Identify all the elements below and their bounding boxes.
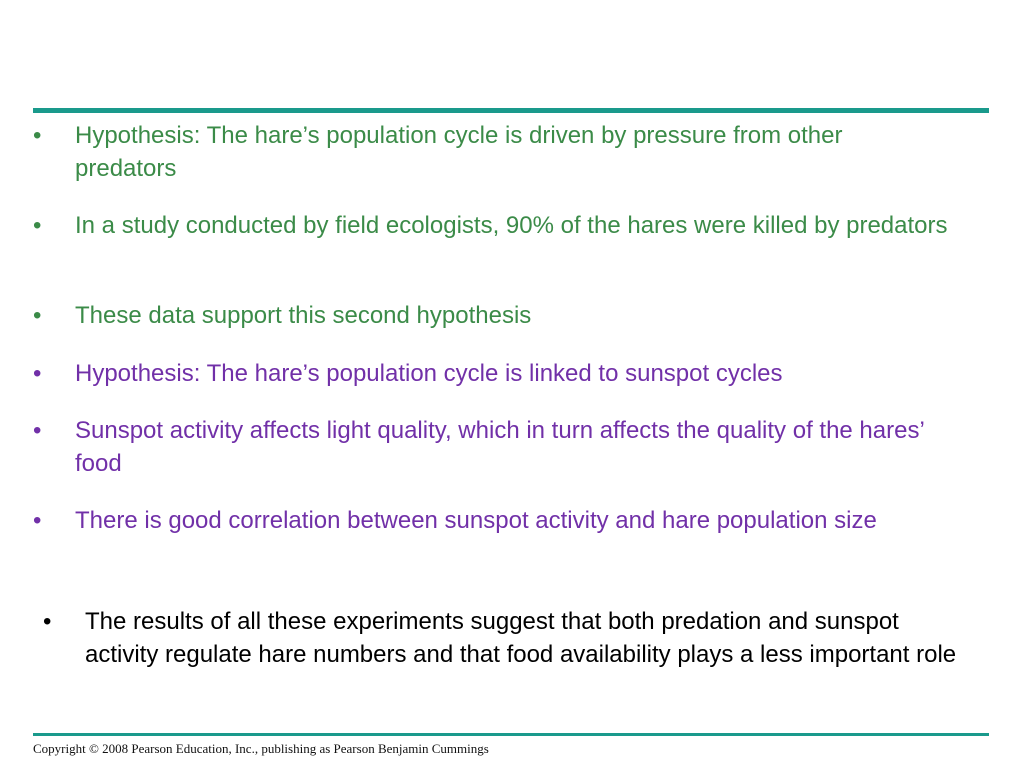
- bullet-item: [33, 209, 963, 242]
- bullet-item: [33, 504, 978, 537]
- bullet-marker: •: [43, 608, 52, 635]
- bullet-marker: •: [33, 122, 42, 149]
- bullet-marker: •: [33, 507, 42, 534]
- bullet-text: The results of all these experiments suggest that both predation and sunspot activity regulate hare numbers and that food availability plays a less important role: [85, 608, 957, 668]
- bullet-text: Sunspot activity affects light quality, which in turn affects the quality of the hares’ food: [75, 417, 924, 477]
- bullet-item: [33, 119, 943, 185]
- bullet-item: [33, 299, 963, 332]
- bullet-item: [33, 414, 968, 480]
- bullet-text: In a study conducted by field ecologists, 90% of the hares were killed by predators: [75, 212, 948, 239]
- bullet-marker: •: [33, 417, 42, 444]
- bullet-marker: •: [33, 302, 42, 329]
- bullet-text: Hypothesis: The hare’s population cycle is linked to sunspot cycles: [75, 360, 783, 387]
- copyright-notice: Copyright © 2008 Pearson Education, Inc., publishing as Pearson Benjamin Cummings: [33, 741, 489, 756]
- bullet-item: [33, 357, 963, 390]
- bullet-text: There is good correlation between sunspot activity and hare population size: [75, 507, 877, 534]
- bullet-marker: •: [33, 212, 42, 239]
- bullet-text: Hypothesis: The hare’s population cycle is driven by pressure from other predators: [75, 122, 843, 182]
- bottom-divider: [33, 733, 989, 736]
- bullet-item: [43, 605, 973, 671]
- top-divider: [33, 108, 989, 113]
- bullet-marker: •: [33, 360, 42, 387]
- bullet-text: These data support this second hypothesis: [75, 302, 532, 329]
